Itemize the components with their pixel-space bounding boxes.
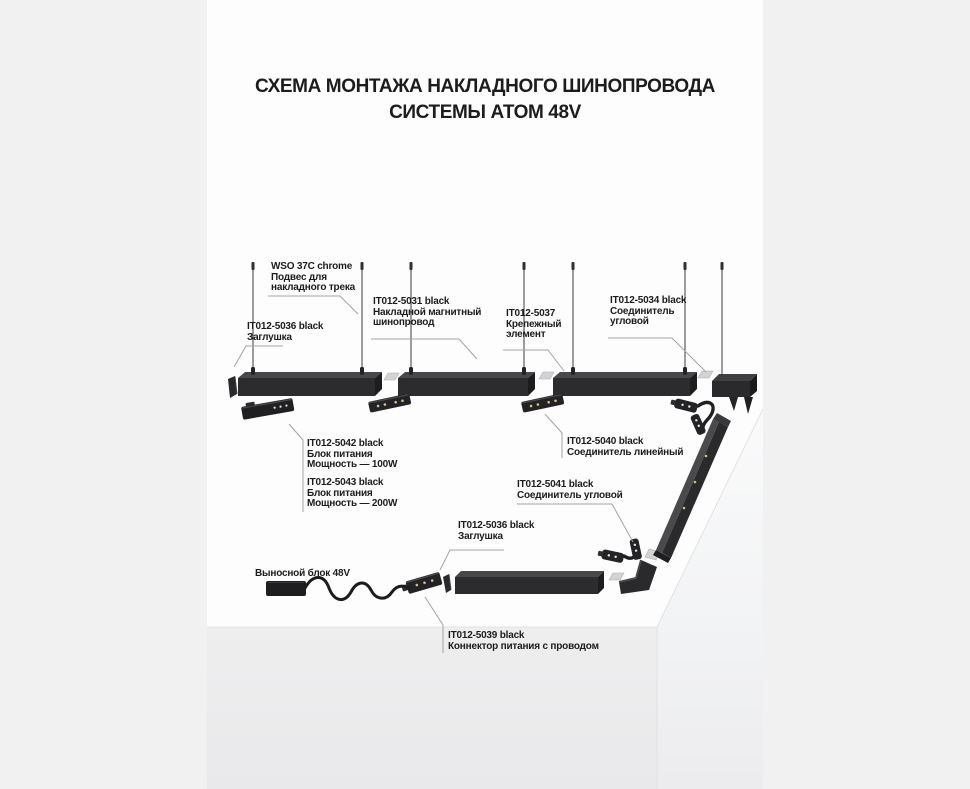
track-segment-3 [553, 372, 697, 396]
label-line: Крепежный [506, 318, 562, 330]
page-title [207, 74, 763, 126]
label-line: IT012-5042 black [307, 438, 384, 449]
label-line: Блок питания [307, 448, 373, 460]
label-line: элемент [506, 329, 546, 340]
label-suspension [271, 262, 355, 294]
page-title-line2: СИСТЕМЫ АТОМ 48V [389, 102, 581, 123]
label-line: IT012-5039 black [448, 630, 525, 641]
label-line: Соединитель линейный [567, 446, 684, 458]
label-line: Коннектор питания с проводом [448, 640, 599, 652]
label-line: накладного трека [271, 282, 355, 293]
label-line: IT012-5043 black [307, 477, 384, 488]
label-line: IT012-5034 black [610, 295, 687, 306]
label-endcap-bottom [458, 521, 534, 542]
label-line: угловой [610, 316, 649, 327]
track-segment-bottom [455, 571, 604, 594]
remote-psu-block [266, 581, 306, 596]
track-segment-2 [398, 372, 535, 396]
label-endcap-top [247, 322, 323, 343]
label-mount-clip [506, 309, 561, 341]
label-line: IT012-5036 black [247, 321, 324, 332]
label-line: Подвес для [271, 271, 327, 283]
label-remote-psu [255, 569, 350, 580]
label-line: IT012-5040 black [567, 436, 644, 447]
label-power-connector [448, 631, 599, 652]
label-track [373, 297, 481, 329]
label-line: Выносной блок 48V [255, 568, 350, 579]
label-line: IT012-5041 black [517, 479, 594, 490]
label-line: Соединитель [610, 305, 675, 317]
label-line: IT012-5036 black [458, 520, 535, 531]
label-corner-connector-bottom [517, 480, 623, 501]
label-psu-100 [307, 439, 397, 471]
label-line: WSO 37C chrome [271, 261, 353, 272]
label-line: Заглушка [247, 331, 292, 343]
label-line: IT012-5031 black [373, 296, 450, 307]
label-corner-connector-top [610, 296, 686, 328]
track-segment-1 [238, 372, 382, 396]
label-line: Мощность — 200W [307, 498, 398, 509]
label-line: Блок питания [307, 487, 373, 499]
label-line: Мощность — 100W [307, 459, 398, 470]
label-line: Накладной магнитный [373, 306, 482, 318]
label-line: IT012-5037 [506, 308, 556, 319]
label-line: Соединитель угловой [517, 489, 623, 501]
label-line: шинопровод [373, 317, 435, 328]
label-line: Заглушка [458, 530, 503, 542]
label-linear-connector [567, 437, 683, 458]
page-title-line1: СХЕМА МОНТАЖА НАКЛАДНОГО ШИНОПРОВОДА [255, 76, 715, 97]
label-psu-200 [307, 478, 397, 510]
